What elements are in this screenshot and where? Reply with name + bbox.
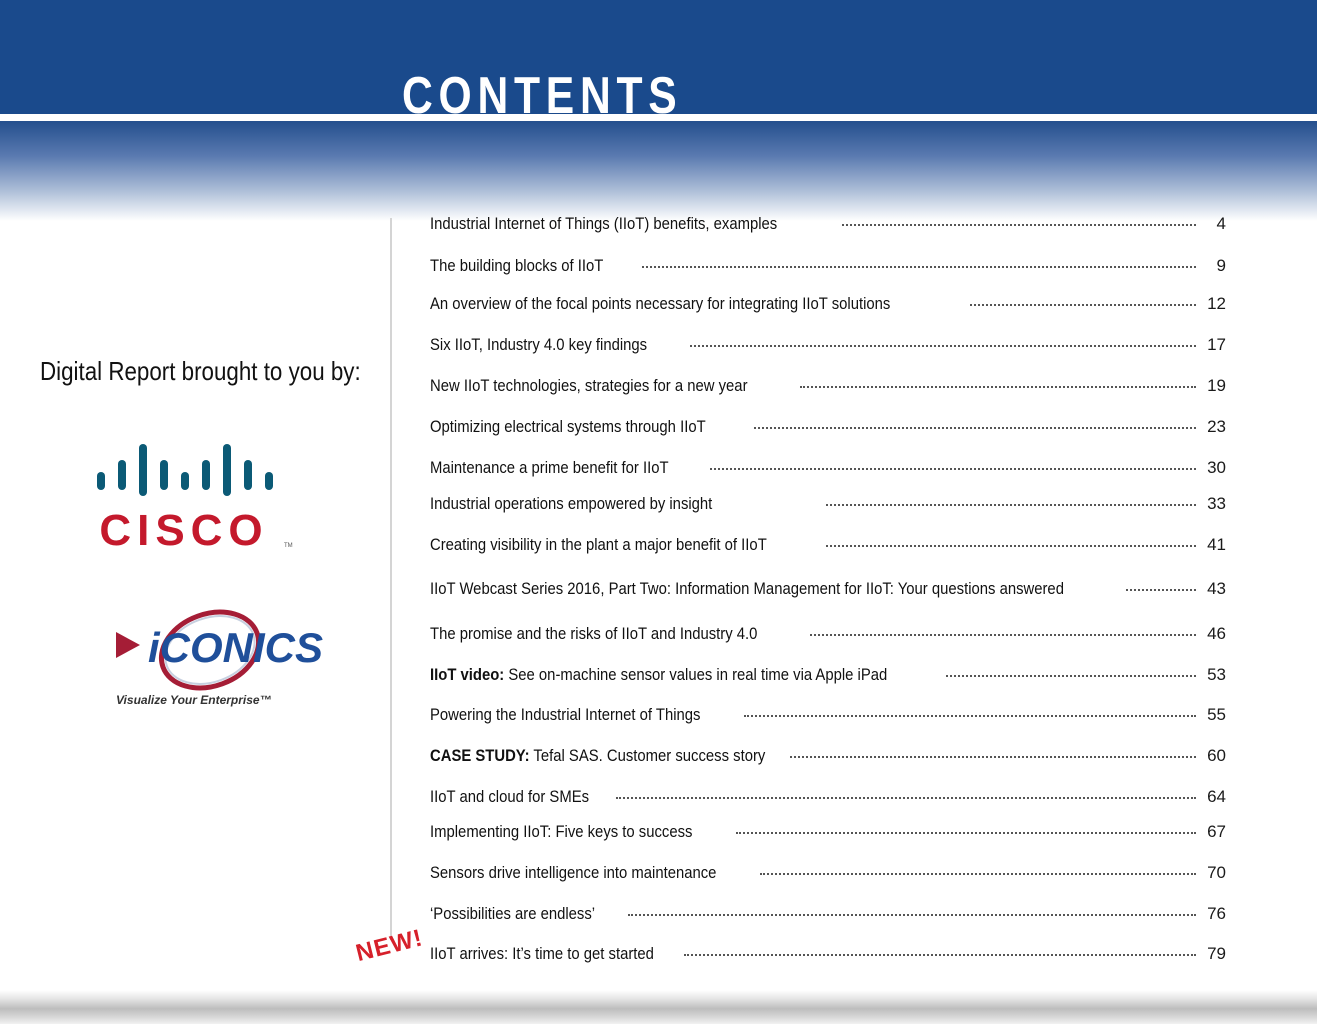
toc-entry[interactable] [430,663,1226,687]
toc-page-number: 70 [1207,863,1226,882]
toc-page-number: 79 [1207,944,1226,963]
toc-entry-prefix: IIoT video: [430,665,505,684]
toc-page-number: 55 [1207,705,1226,724]
toc-entry-title: The building blocks of IIoT [430,256,604,275]
toc-entry[interactable] [430,622,1226,646]
toc-entry[interactable] [430,902,1226,926]
toc-page-number: 33 [1207,494,1226,513]
toc-page-number: 12 [1207,294,1226,313]
toc-page-number: 64 [1207,787,1226,806]
toc-page-number: 60 [1207,746,1226,765]
toc-entry-title: Industrial Internet of Things (IIoT) benefits, examples [430,214,778,233]
toc-page-number: 67 [1207,822,1226,841]
toc-entry[interactable] [430,942,1226,966]
toc-entry-title: Optimizing electrical systems through IIoT [430,417,706,436]
toc-entry-title: ‘Possibilities are endless’ [430,904,596,923]
toc-dot-leader [684,954,1196,956]
toc-page-number: 46 [1207,624,1226,643]
toc-entry-text: See on-machine sensor values in real time via Apple iPad [504,665,888,684]
toc-entry[interactable] [430,861,1226,885]
toc-entry[interactable] [430,744,1226,768]
toc-dot-leader [800,386,1196,388]
toc-dot-leader [616,797,1196,799]
toc-dot-leader [642,266,1196,268]
toc-entry[interactable] [430,292,1226,316]
cisco-logo[interactable] [92,440,302,555]
sponsor-heading: Digital Report brought to you by: [40,356,361,386]
toc-dot-leader [842,224,1196,226]
toc-dot-leader [826,504,1196,506]
toc-page-number: 43 [1207,579,1226,598]
cisco-wordmark: CISCO [99,506,269,555]
new-badge: NEW! [353,924,426,968]
toc-dot-leader [744,715,1196,717]
toc-dot-leader [628,914,1196,916]
toc-entry-prefix: CASE STUDY: [430,746,530,765]
toc-dot-leader [970,304,1196,306]
toc-entry[interactable] [430,577,1226,601]
toc-entry[interactable] [430,785,1226,809]
toc-entry[interactable] [430,212,1226,236]
header-gradient [0,121,1317,221]
toc-entry-title: Industrial operations empowered by insight [430,494,713,513]
toc-dot-leader [736,832,1196,834]
toc-dot-leader [946,675,1196,677]
toc-page-number: 30 [1207,458,1226,477]
toc-entry[interactable] [430,254,1226,278]
toc-page-number: 9 [1216,256,1226,275]
toc-dot-leader [826,545,1196,547]
toc-entry-title: IIoT arrives: It’s time to get started [430,944,654,963]
toc-dot-leader [760,873,1196,875]
toc-entry-title: Maintenance a prime benefit for IIoT [430,458,669,477]
toc-entry[interactable] [430,533,1226,557]
cisco-trademark: TM [284,543,293,549]
toc-entry[interactable] [430,415,1226,439]
cisco-bars-icon [97,444,273,496]
toc-entry[interactable] [430,456,1226,480]
toc-entry-title: Sensors drive intelligence into maintenance [430,863,717,882]
toc-entry-title: Creating visibility in the plant a major benefit of IIoT [430,535,767,554]
toc-page-number: 23 [1207,417,1226,436]
toc-dot-leader [690,345,1196,347]
toc-page-number: 17 [1207,335,1226,354]
toc-entry-title: Implementing IIoT: Five keys to success [430,822,693,841]
toc-entry-title: Powering the Industrial Internet of Things [430,705,701,724]
toc-dot-leader [1126,589,1196,591]
toc-entry-title: Six IIoT, Industry 4.0 key findings [430,335,648,354]
toc-entry-title: IIoT Webcast Series 2016, Part Two: Information Management for IIoT: Your questions answered [430,579,1064,598]
toc-entry[interactable] [430,820,1226,844]
toc-entry-title [430,666,887,685]
toc-dot-leader [810,634,1196,636]
toc-entry-title: New IIoT technologies, strategies for a new year [430,376,748,395]
toc-entry[interactable] [430,703,1226,727]
column-divider [390,218,392,940]
toc-page-number: 4 [1216,214,1226,233]
toc-entry-title: The promise and the risks of IIoT and Industry 4.0 [430,624,758,643]
toc-entry-title: IIoT and cloud for SMEs [430,787,590,806]
toc-entry-title: An overview of the focal points necessary for integrating IIoT solutions [430,294,891,313]
toc-dot-leader [710,468,1196,470]
toc-entry-text: Tefal SAS. Customer success story [529,746,766,765]
iconics-wordmark: iCONICS [148,624,324,671]
toc-page-number: 19 [1207,376,1226,395]
toc-entry[interactable] [430,333,1226,357]
toc-page-number: 53 [1207,665,1226,684]
toc-entry[interactable] [430,492,1226,516]
page-title: CONTENTS [402,67,683,125]
play-arrow-icon [116,632,140,658]
toc-page-number: 76 [1207,904,1226,923]
toc-entry-title [430,747,765,766]
footer-bar [0,990,1317,1024]
toc-page-number: 41 [1207,535,1226,554]
iconics-tagline: Visualize Your Enterprise™ [116,693,272,707]
iconics-logo[interactable] [110,600,324,715]
toc-dot-leader [754,427,1196,429]
toc-entry[interactable] [430,374,1226,398]
toc-dot-leader [790,756,1196,758]
